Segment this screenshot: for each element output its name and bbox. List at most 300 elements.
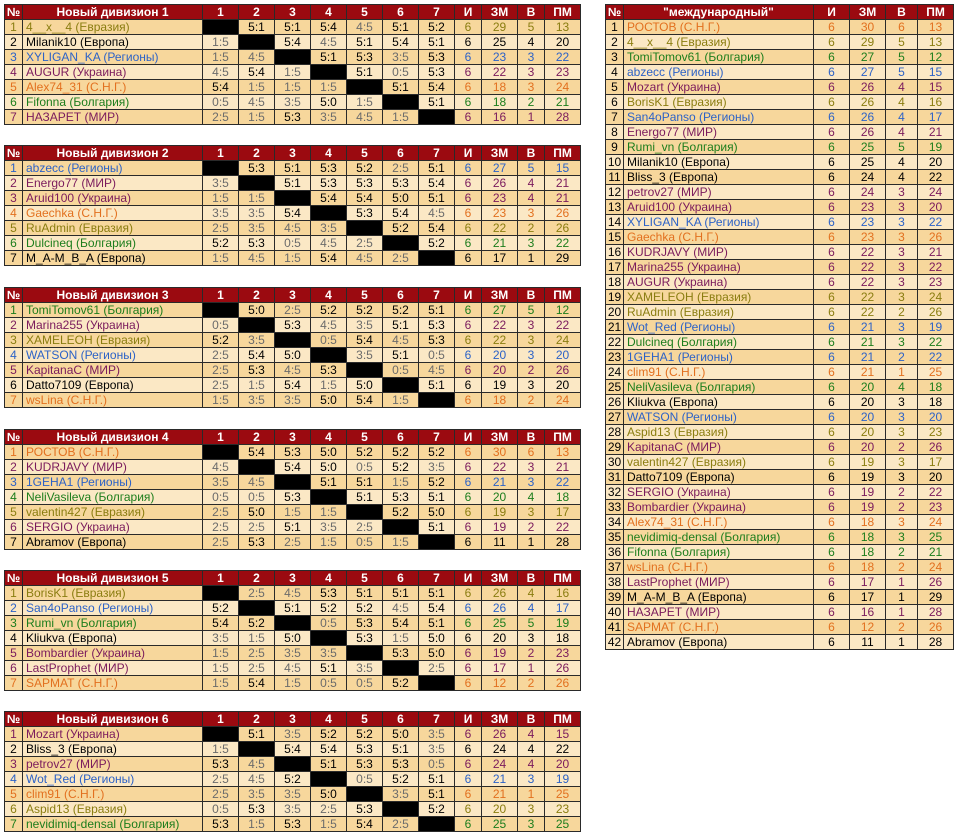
header-col-6: 6 — [383, 146, 419, 161]
games-count: 6 — [455, 110, 482, 125]
match-result: 5:2 — [419, 445, 455, 460]
match-result: 1:5 — [383, 110, 419, 125]
match-result: 2:5 — [203, 378, 239, 393]
header-col-2: 2 — [239, 5, 275, 20]
match-result: 5:4 — [203, 616, 239, 631]
match-result: 5:0 — [311, 95, 347, 110]
table-row — [5, 757, 581, 772]
match-result: 5:3 — [347, 616, 383, 631]
match-result: 1:5 — [203, 191, 239, 206]
match-result: 3:5 — [239, 787, 275, 802]
games-count: 6 — [455, 787, 482, 802]
match-result: 5:1 — [419, 378, 455, 393]
match-result: 4:5 — [239, 475, 275, 490]
match-result: 2:5 — [275, 303, 311, 318]
self-match-cell — [383, 236, 419, 251]
match-result: 5:1 — [419, 787, 455, 802]
header-col-4: 4 — [311, 571, 347, 586]
header-games: И — [455, 571, 482, 586]
match-result: 1:5 — [275, 65, 311, 80]
match-result: 5:4 — [311, 742, 347, 757]
player-name: M_A-M_B_A (Европа) — [23, 251, 203, 266]
table-row — [606, 215, 954, 230]
division-header-row — [5, 430, 581, 445]
match-result: 3:5 — [275, 787, 311, 802]
row-rank: 2 — [5, 176, 23, 191]
games-count: 6 — [814, 215, 850, 230]
points: 24 — [482, 742, 518, 757]
header-col-5: 5 — [347, 146, 383, 161]
division-header-row — [5, 712, 581, 727]
points: 17 — [482, 661, 518, 676]
table-row — [606, 65, 954, 80]
games-count: 6 — [814, 605, 850, 620]
match-result: 1:5 — [203, 661, 239, 676]
header-lost: ПМ — [545, 146, 581, 161]
row-rank: 10 — [606, 155, 624, 170]
table-row — [5, 333, 581, 348]
match-result: 0:5 — [419, 757, 455, 772]
match-result: 2:5 — [203, 520, 239, 535]
points: 27 — [482, 161, 518, 176]
points: 22 — [850, 275, 886, 290]
match-result: 5:4 — [419, 601, 455, 616]
player-name: Datto7109 (Европа) — [23, 378, 203, 393]
games-count: 6 — [814, 395, 850, 410]
player-name: Aspid13 (Евразия) — [23, 802, 203, 817]
row-rank: 4 — [5, 772, 23, 787]
wins: 2 — [518, 646, 545, 661]
games-count: 6 — [814, 320, 850, 335]
games-count: 6 — [814, 380, 850, 395]
player-name: Bliss_3 (Европа) — [23, 742, 203, 757]
row-rank: 31 — [606, 470, 624, 485]
wins: 5 — [518, 20, 545, 35]
match-result: 2:5 — [203, 772, 239, 787]
wins: 3 — [886, 470, 918, 485]
match-result: 4:5 — [347, 251, 383, 266]
match-result: 0:5 — [275, 236, 311, 251]
points: 17 — [850, 575, 886, 590]
points: 11 — [850, 635, 886, 650]
match-result: 4:5 — [239, 95, 275, 110]
table-row — [606, 485, 954, 500]
table-row — [5, 742, 581, 757]
match-result: 1:5 — [383, 475, 419, 490]
match-result: 5:2 — [347, 161, 383, 176]
row-rank: 2 — [5, 460, 23, 475]
points: 23 — [850, 215, 886, 230]
wins: 2 — [886, 500, 918, 515]
wins: 5 — [886, 35, 918, 50]
match-result: 5:1 — [239, 727, 275, 742]
wins: 3 — [518, 236, 545, 251]
match-result: 5:1 — [419, 35, 455, 50]
points: 17 — [482, 251, 518, 266]
lost-points: 26 — [918, 440, 954, 455]
header-col-7: 7 — [419, 146, 455, 161]
match-result: 4:5 — [275, 661, 311, 676]
games-count: 6 — [455, 772, 482, 787]
points: 26 — [850, 110, 886, 125]
match-result: 3:5 — [239, 333, 275, 348]
match-result: 5:3 — [347, 50, 383, 65]
match-result: 5:1 — [347, 65, 383, 80]
match-result: 5:2 — [311, 303, 347, 318]
player-name: clim91 (С.Н.Г.) — [23, 787, 203, 802]
match-result: 5:3 — [275, 110, 311, 125]
player-name: WATSON (Регионы) — [23, 348, 203, 363]
row-rank: 26 — [606, 395, 624, 410]
wins: 3 — [518, 50, 545, 65]
games-count: 6 — [455, 206, 482, 221]
match-result: 5:1 — [311, 661, 347, 676]
match-result: 2:5 — [203, 535, 239, 550]
wins: 4 — [886, 80, 918, 95]
header-num: № — [5, 430, 23, 445]
table-row — [606, 125, 954, 140]
table-row — [606, 95, 954, 110]
match-result: 3:5 — [311, 221, 347, 236]
match-result: 4:5 — [347, 20, 383, 35]
games-count: 6 — [455, 616, 482, 631]
lost-points: 23 — [545, 646, 581, 661]
header-points: ЗМ — [482, 571, 518, 586]
player-name: Datto7109 (Европа) — [624, 470, 814, 485]
match-result: 1:5 — [239, 191, 275, 206]
player-name: Marina255 (Украина) — [23, 318, 203, 333]
table-row — [5, 50, 581, 65]
self-match-cell — [383, 802, 419, 817]
header-lost: ПМ — [545, 571, 581, 586]
wins: 4 — [518, 176, 545, 191]
table-row — [5, 787, 581, 802]
match-result: 5:0 — [383, 727, 419, 742]
match-result: 5:1 — [311, 757, 347, 772]
points: 27 — [850, 50, 886, 65]
match-result: 5:3 — [275, 445, 311, 460]
table-row — [606, 365, 954, 380]
match-result: 2:5 — [239, 520, 275, 535]
table-row — [5, 460, 581, 475]
player-name: abzecc (Регионы) — [23, 161, 203, 176]
header-col-7: 7 — [419, 288, 455, 303]
match-result: 5:1 — [347, 586, 383, 601]
match-result: 5:2 — [347, 601, 383, 616]
header-col-2: 2 — [239, 288, 275, 303]
table-row — [606, 560, 954, 575]
lost-points: 16 — [918, 95, 954, 110]
player-name: WATSON (Регионы) — [624, 410, 814, 425]
lost-points: 22 — [918, 350, 954, 365]
table-row — [606, 500, 954, 515]
division-header-row — [5, 5, 581, 20]
points: 21 — [482, 475, 518, 490]
match-result: 5:3 — [347, 802, 383, 817]
games-count: 6 — [814, 620, 850, 635]
match-result: 5:1 — [347, 35, 383, 50]
header-points: ЗМ — [482, 430, 518, 445]
player-name: RuAdmin (Евразия) — [23, 221, 203, 236]
match-result: 5:0 — [275, 348, 311, 363]
player-name: XYLIGAN_KA (Регионы) — [624, 215, 814, 230]
division-table-1 — [4, 4, 581, 125]
row-rank: 6 — [5, 520, 23, 535]
match-result: 5:2 — [419, 802, 455, 817]
self-match-cell — [347, 646, 383, 661]
games-count: 6 — [455, 661, 482, 676]
games-count: 6 — [455, 333, 482, 348]
games-count: 6 — [455, 221, 482, 236]
lost-points: 12 — [918, 50, 954, 65]
table-row — [606, 455, 954, 470]
match-result: 3:5 — [383, 50, 419, 65]
header-lost: ПМ — [545, 5, 581, 20]
player-name: РОСТОВ (С.Н.Г.) — [624, 20, 814, 35]
match-result: 4:5 — [347, 110, 383, 125]
lost-points: 24 — [918, 560, 954, 575]
match-result: 5:1 — [419, 520, 455, 535]
header-points: ЗМ — [482, 288, 518, 303]
games-count: 6 — [814, 425, 850, 440]
header-col-4: 4 — [311, 430, 347, 445]
games-count: 6 — [455, 631, 482, 646]
games-count: 6 — [455, 817, 482, 832]
games-count: 6 — [455, 378, 482, 393]
match-result: 5:0 — [311, 393, 347, 408]
match-result: 1:5 — [311, 817, 347, 832]
match-result: 5:3 — [383, 757, 419, 772]
table-row — [5, 80, 581, 95]
row-rank: 3 — [5, 616, 23, 631]
table-row — [5, 646, 581, 661]
header-col-1: 1 — [203, 5, 239, 20]
match-result: 5:4 — [275, 378, 311, 393]
wins: 4 — [886, 125, 918, 140]
header-col-4: 4 — [311, 288, 347, 303]
match-result: 0:5 — [419, 348, 455, 363]
division-title: Новый дивизион 4 — [23, 430, 203, 445]
match-result: 2:5 — [347, 520, 383, 535]
table-row — [5, 110, 581, 125]
self-match-cell — [203, 586, 239, 601]
table-row — [5, 490, 581, 505]
points: 27 — [850, 65, 886, 80]
wins: 3 — [518, 333, 545, 348]
row-rank: 23 — [606, 350, 624, 365]
games-count: 6 — [814, 275, 850, 290]
points: 20 — [482, 348, 518, 363]
points: 20 — [482, 363, 518, 378]
player-name: wsLina (С.Н.Г.) — [23, 393, 203, 408]
player-name: M_A-M_B_A (Европа) — [624, 590, 814, 605]
wins: 4 — [518, 191, 545, 206]
header-col-5: 5 — [347, 288, 383, 303]
lost-points: 26 — [545, 363, 581, 378]
lost-points: 29 — [545, 251, 581, 266]
table-row — [606, 635, 954, 650]
wins: 6 — [886, 20, 918, 35]
match-result: 3:5 — [275, 646, 311, 661]
match-result: 5:3 — [347, 742, 383, 757]
wins: 4 — [886, 380, 918, 395]
wins: 2 — [886, 485, 918, 500]
row-rank: 28 — [606, 425, 624, 440]
lost-points: 22 — [918, 260, 954, 275]
player-name: НАЗАРЕТ (МИР) — [624, 605, 814, 620]
player-name: LastProphet (МИР) — [23, 661, 203, 676]
table-row — [606, 305, 954, 320]
match-result: 1:5 — [275, 676, 311, 691]
row-rank: 1 — [5, 161, 23, 176]
points: 12 — [850, 620, 886, 635]
match-result: 4:5 — [311, 236, 347, 251]
points: 20 — [850, 410, 886, 425]
match-result: 2:5 — [419, 661, 455, 676]
games-count: 6 — [814, 20, 850, 35]
table-row — [5, 475, 581, 490]
match-result: 5:2 — [347, 445, 383, 460]
match-result: 5:1 — [419, 586, 455, 601]
wins: 5 — [518, 303, 545, 318]
row-rank: 29 — [606, 440, 624, 455]
lost-points: 22 — [918, 485, 954, 500]
row-rank: 7 — [5, 676, 23, 691]
lost-points: 12 — [545, 303, 581, 318]
row-rank: 3 — [5, 475, 23, 490]
lost-points: 21 — [545, 191, 581, 206]
player-name: Bliss_3 (Европа) — [624, 170, 814, 185]
table-row — [606, 290, 954, 305]
header-col-6: 6 — [383, 288, 419, 303]
match-result: 2:5 — [239, 586, 275, 601]
self-match-cell — [239, 460, 275, 475]
games-count: 6 — [814, 230, 850, 245]
points: 26 — [850, 95, 886, 110]
player-name: Gaechka (С.Н.Г.) — [23, 206, 203, 221]
match-result: 3:5 — [347, 348, 383, 363]
match-result: 1:5 — [239, 631, 275, 646]
match-result: 5:4 — [275, 742, 311, 757]
match-result: 1:5 — [275, 251, 311, 266]
player-name: 1GEHA1 (Регионы) — [624, 350, 814, 365]
match-result: 5:4 — [419, 80, 455, 95]
games-count: 6 — [814, 155, 850, 170]
table-row — [606, 425, 954, 440]
table-row — [5, 601, 581, 616]
lost-points: 18 — [918, 380, 954, 395]
wins: 3 — [518, 318, 545, 333]
lost-points: 19 — [545, 772, 581, 787]
header-num: № — [5, 571, 23, 586]
lost-points: 23 — [918, 425, 954, 440]
wins: 4 — [518, 586, 545, 601]
match-result: 5:1 — [383, 742, 419, 757]
match-result: 5:3 — [419, 333, 455, 348]
player-name: petrov27 (МИР) — [624, 185, 814, 200]
match-result: 5:3 — [311, 363, 347, 378]
player-name: РОСТОВ (С.Н.Г.) — [23, 445, 203, 460]
points: 23 — [850, 230, 886, 245]
games-count: 6 — [455, 80, 482, 95]
match-result: 4:5 — [203, 65, 239, 80]
player-name: NeliVasileva (Болгария) — [23, 490, 203, 505]
wins: 2 — [518, 221, 545, 236]
lost-points: 20 — [545, 35, 581, 50]
row-rank: 19 — [606, 290, 624, 305]
wins: 3 — [886, 455, 918, 470]
table-row — [5, 445, 581, 460]
row-rank: 20 — [606, 305, 624, 320]
match-result: 3:5 — [419, 727, 455, 742]
points: 23 — [482, 206, 518, 221]
match-result: 5:3 — [239, 535, 275, 550]
table-row — [606, 20, 954, 35]
self-match-cell — [203, 303, 239, 318]
lost-points: 17 — [545, 505, 581, 520]
points: 26 — [482, 176, 518, 191]
match-result: 3:5 — [311, 520, 347, 535]
games-count: 6 — [814, 80, 850, 95]
match-result: 5:3 — [347, 206, 383, 221]
points: 22 — [850, 260, 886, 275]
wins: 3 — [886, 515, 918, 530]
self-match-cell — [383, 661, 419, 676]
wins: 3 — [886, 335, 918, 350]
points: 18 — [850, 515, 886, 530]
self-match-cell — [383, 520, 419, 535]
player-name: Alex74_31 (С.Н.Г.) — [23, 80, 203, 95]
row-rank: 9 — [606, 140, 624, 155]
table-row — [5, 206, 581, 221]
games-count: 6 — [455, 236, 482, 251]
self-match-cell — [239, 318, 275, 333]
points: 20 — [850, 380, 886, 395]
match-result: 1:5 — [383, 535, 419, 550]
lost-points: 22 — [545, 236, 581, 251]
header-lost: ПМ — [918, 5, 954, 20]
match-result: 5:3 — [311, 586, 347, 601]
games-count: 6 — [455, 251, 482, 266]
self-match-cell — [203, 445, 239, 460]
table-row — [5, 676, 581, 691]
player-name: Abramov (Европа) — [624, 635, 814, 650]
games-count: 6 — [455, 445, 482, 460]
row-rank: 1 — [5, 586, 23, 601]
match-result: 3:5 — [203, 206, 239, 221]
match-result: 0:5 — [311, 333, 347, 348]
points: 25 — [850, 140, 886, 155]
games-count: 6 — [455, 475, 482, 490]
match-result: 5:2 — [203, 601, 239, 616]
games-count: 6 — [814, 305, 850, 320]
match-result: 5:1 — [275, 601, 311, 616]
player-name: TomiTomov61 (Болгария) — [23, 303, 203, 318]
match-result: 5:3 — [347, 757, 383, 772]
points: 27 — [482, 303, 518, 318]
wins: 3 — [886, 230, 918, 245]
match-result: 4:5 — [239, 757, 275, 772]
table-row — [606, 590, 954, 605]
points: 18 — [482, 80, 518, 95]
games-count: 6 — [814, 365, 850, 380]
match-result: 5:3 — [275, 817, 311, 832]
lost-points: 26 — [918, 620, 954, 635]
match-result: 1:5 — [203, 251, 239, 266]
division-header-row — [5, 146, 581, 161]
row-rank: 34 — [606, 515, 624, 530]
points: 25 — [850, 155, 886, 170]
